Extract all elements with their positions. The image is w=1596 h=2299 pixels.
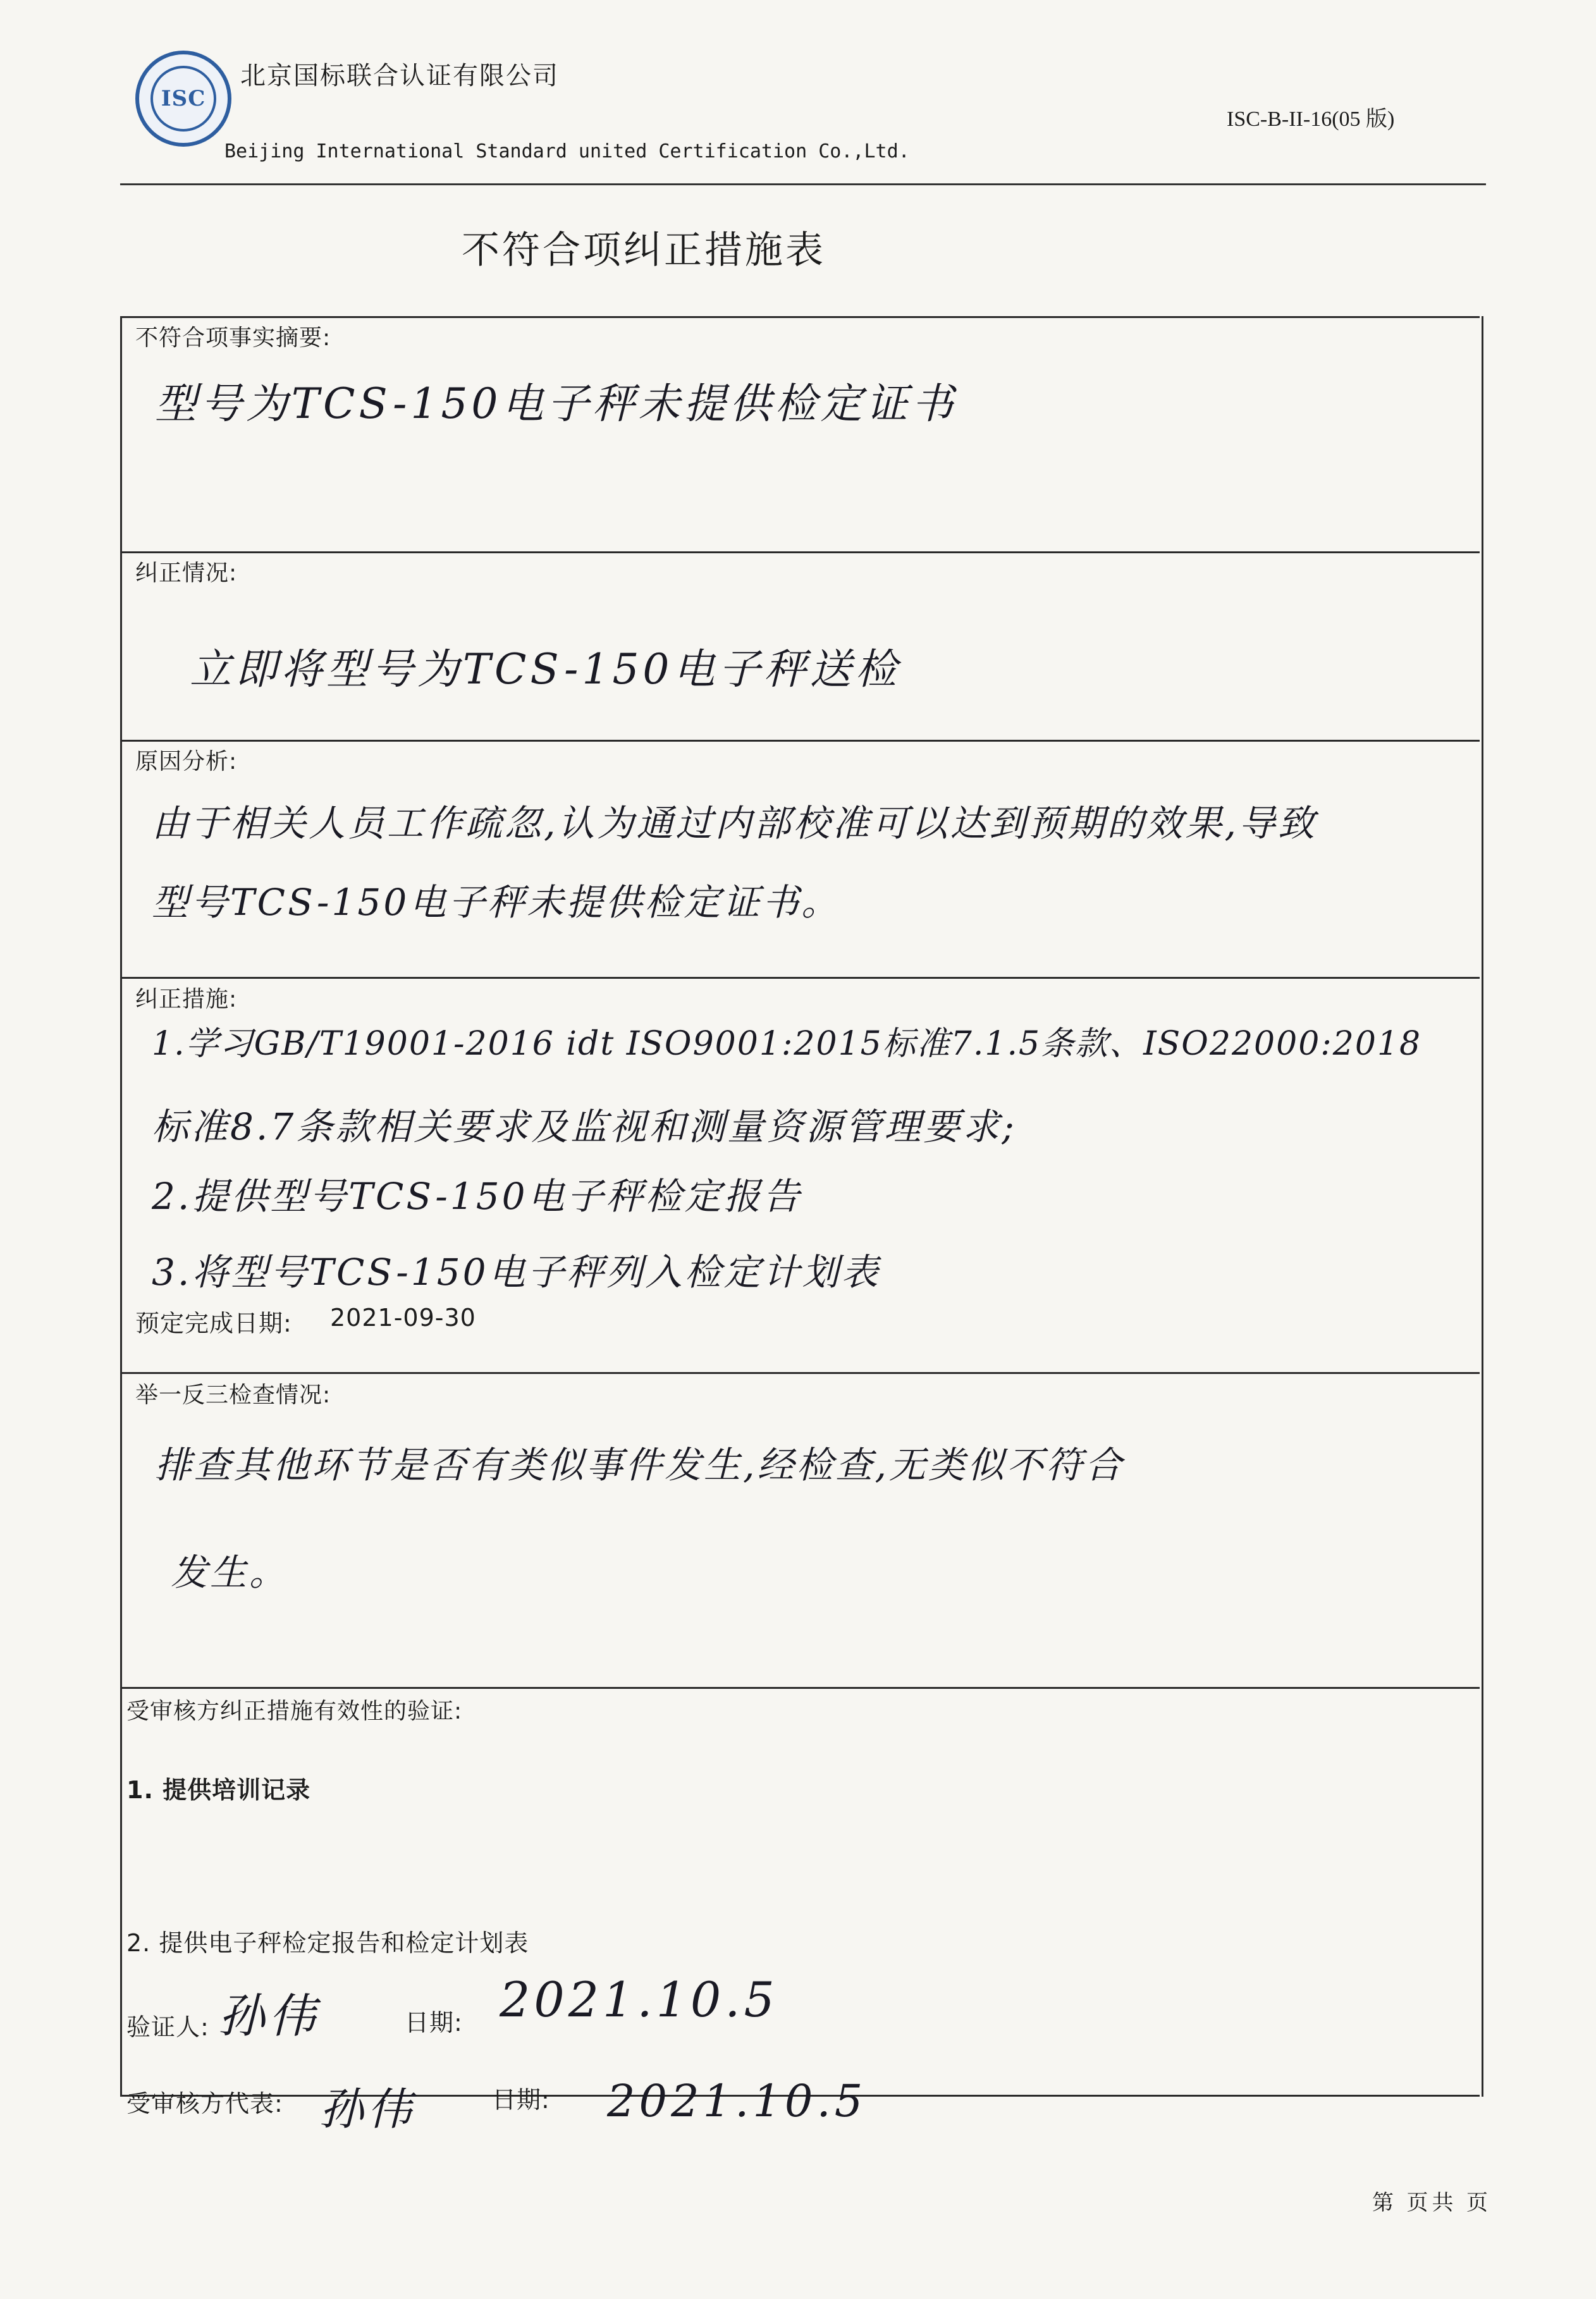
- row-divider: [120, 977, 1480, 979]
- facts-handwriting: 型号为TCS-150电子秤未提供检定证书: [155, 379, 957, 428]
- document-code: ISC-B-II-16(05 版): [1227, 107, 1395, 131]
- form-title: 不符合项纠正措施表: [462, 228, 826, 273]
- facts-label: 不符合项事实摘要:: [135, 325, 331, 351]
- verify-item-1: 1. 提供培训记录: [126, 1776, 311, 1804]
- rep-date-label: 日期:: [492, 2086, 550, 2114]
- company-name-cn: 北京国标联合认证有限公司: [240, 61, 559, 90]
- verify-label: 受审核方纠正措施有效性的验证:: [126, 1698, 463, 1724]
- cause-line-1: 由于相关人员工作疏忽,认为通过内部校准可以达到预期的效果,导致: [152, 802, 1317, 845]
- verifier-label: 验证人:: [126, 2013, 209, 2041]
- logo-text: ISC: [150, 66, 216, 132]
- rep-signature: 孙伟: [319, 2083, 415, 2135]
- correction-handwriting: 立即将型号为TCS-150电子秤送检: [190, 645, 901, 694]
- measures-line-1: 1.学习GB/T19001-2016 idt ISO9001:2015标准7.1.5条款、ISO22000:2018: [152, 1025, 1422, 1063]
- page-number: 第 页共 页: [1372, 2192, 1492, 2215]
- measures-line-4: 3.将型号TCS-150电子秤列入检定计划表: [152, 1251, 881, 1294]
- rep-date-value: 2021.10.5: [607, 2075, 867, 2127]
- row-divider: [120, 1372, 1480, 1374]
- rep-label: 受审核方代表:: [126, 2090, 283, 2118]
- verifier-signature: 孙伟: [218, 1989, 319, 2044]
- measures-line-3: 2.提供型号TCS-150电子秤检定报告: [152, 1175, 802, 1218]
- row-divider: [120, 740, 1480, 742]
- cause-label: 原因分析:: [135, 749, 238, 775]
- check-label: 举一反三检查情况:: [135, 1382, 331, 1408]
- company-logo: [135, 51, 231, 147]
- header-divider: [120, 183, 1486, 185]
- company-name-en: Beijing International Standard united Certification Co.,Ltd.: [224, 140, 910, 162]
- due-date-label: 预定完成日期:: [135, 1309, 292, 1337]
- check-line-2: 发生。: [171, 1551, 289, 1594]
- correction-label: 纠正情况:: [135, 560, 238, 586]
- measures-line-2: 标准8.7条款相关要求及监视和测量资源管理要求;: [152, 1105, 1017, 1148]
- measures-label: 纠正措施:: [135, 986, 238, 1012]
- cause-line-2: 型号TCS-150电子秤未提供检定证书。: [152, 881, 841, 924]
- row-divider: [120, 1687, 1480, 1689]
- due-date-value: 2021-09-30: [330, 1304, 476, 1332]
- table-border-top: [120, 316, 1480, 318]
- verify-date-value: 2021.10.5: [500, 1971, 778, 2028]
- verify-item-2: 2. 提供电子秤检定报告和检定计划表: [126, 1929, 529, 1957]
- check-line-1: 排查其他环节是否有类似事件发生,经检查,无类似不符合: [155, 1444, 1124, 1487]
- verify-date-label: 日期:: [405, 2009, 463, 2037]
- row-divider: [120, 551, 1480, 553]
